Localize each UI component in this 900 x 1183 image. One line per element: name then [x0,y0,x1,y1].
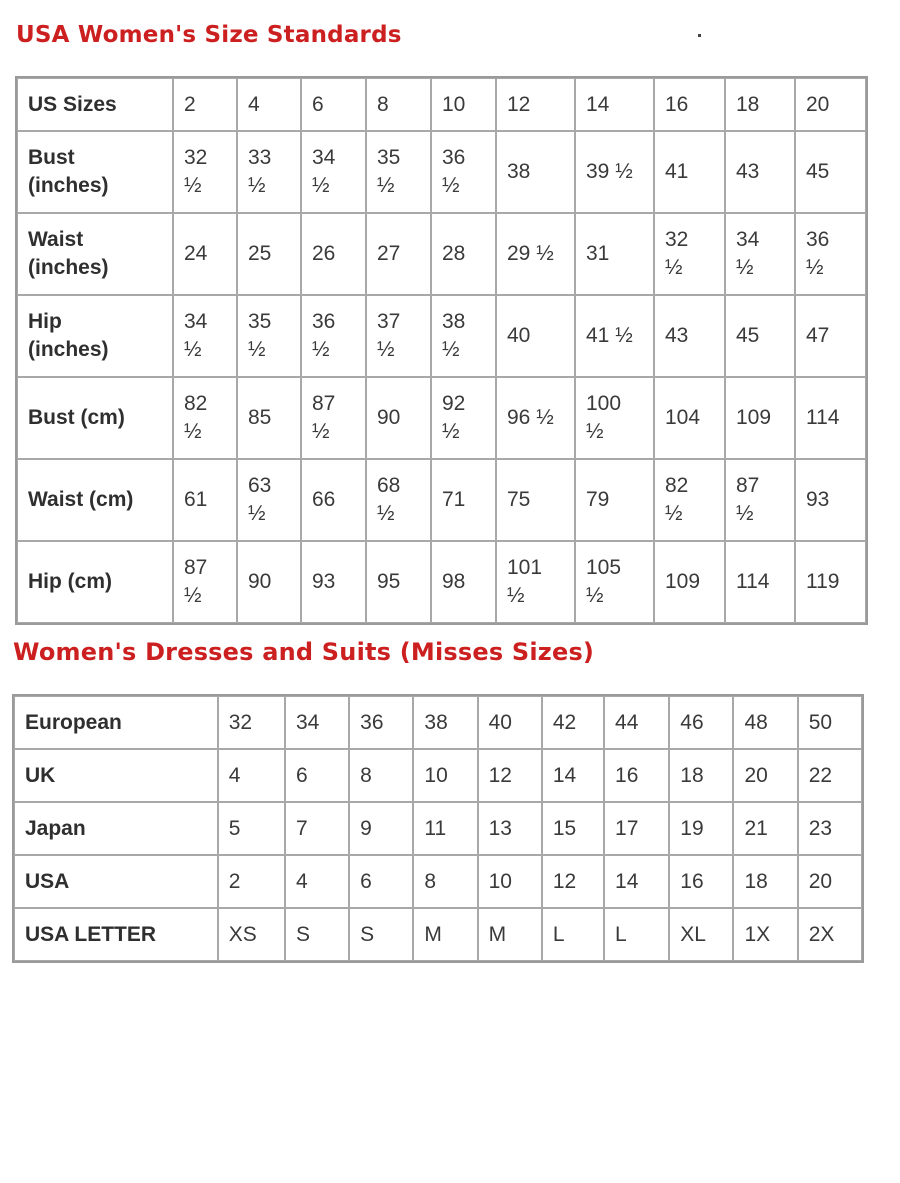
table-cell: 105 ½ [575,541,654,623]
table-cell: 36 ½ [795,213,866,295]
table-cell: 34 ½ [725,213,795,295]
table-cell: 35 ½ [366,131,431,213]
table-cell: 33 ½ [237,131,301,213]
table-cell: 90 [237,541,301,623]
table-cell: 6 [301,78,366,131]
table-cell: 20 [798,855,862,908]
table-cell: 114 [795,377,866,459]
table-cell: 38 [413,696,477,749]
table-row [17,295,866,377]
table-cell: M [478,908,542,961]
stray-dot [698,34,701,37]
table-row [17,541,866,623]
table-row [14,749,862,802]
table-cell: 75 [496,459,575,541]
table-cell: 13 [478,802,542,855]
table-cell: 98 [431,541,496,623]
table-cell: 50 [798,696,862,749]
table-cell: 25 [237,213,301,295]
table-cell: 19 [669,802,733,855]
table-cell: L [604,908,669,961]
table-cell: 96 ½ [496,377,575,459]
table-cell: 1X [733,908,797,961]
table-cell: 4 [237,78,301,131]
table-cell: 16 [669,855,733,908]
table-row [17,459,866,541]
table-cell: 29 ½ [496,213,575,295]
table-cell: M [413,908,477,961]
table-cell: S [285,908,349,961]
table-cell: 2 [173,78,237,131]
table-cell: 16 [654,78,725,131]
table-cell: 36 ½ [301,295,366,377]
size-standards-table [15,76,868,625]
table-cell: 9 [349,802,413,855]
table-cell: 11 [413,802,477,855]
row-header: Hip (cm) [17,541,173,623]
table-cell: 18 [725,78,795,131]
table-cell: 24 [173,213,237,295]
table-cell: 36 ½ [431,131,496,213]
table-cell: 85 [237,377,301,459]
table-cell: 2 [218,855,285,908]
table-cell: 101 ½ [496,541,575,623]
table-cell: 32 [218,696,285,749]
table-cell: 35 ½ [237,295,301,377]
table-row [14,855,862,908]
table-cell: L [542,908,604,961]
table-cell: 31 [575,213,654,295]
table-cell: 34 ½ [173,295,237,377]
dresses-suits-table [12,694,864,963]
table-cell: 39 ½ [575,131,654,213]
table-cell: 38 [496,131,575,213]
table-cell: 6 [285,749,349,802]
table-cell: 114 [725,541,795,623]
row-header: USA [14,855,218,908]
table-cell: 95 [366,541,431,623]
table-cell: 87 ½ [173,541,237,623]
table-cell: 93 [301,541,366,623]
row-header: Hip (inches) [17,295,173,377]
table-row [14,802,862,855]
table-cell: XS [218,908,285,961]
table-cell: 38 ½ [431,295,496,377]
table-cell: XL [669,908,733,961]
table-cell: 23 [798,802,862,855]
table-cell: 32 ½ [654,213,725,295]
table-cell: 100 ½ [575,377,654,459]
table-cell: S [349,908,413,961]
table-cell: 10 [413,749,477,802]
table-cell: 92 ½ [431,377,496,459]
table-cell: 40 [478,696,542,749]
table-cell: 20 [795,78,866,131]
table-cell: 20 [733,749,797,802]
table-cell: 16 [604,749,669,802]
table-cell: 82 ½ [654,459,725,541]
table-cell: 8 [413,855,477,908]
table-cell: 41 ½ [575,295,654,377]
table-cell: 119 [795,541,866,623]
table-cell: 12 [478,749,542,802]
dresses-suits-title: Women's Dresses and Suits (Misses Sizes) [13,638,595,666]
table-cell: 87 ½ [725,459,795,541]
table-row [14,908,862,961]
row-header: USA LETTER [14,908,218,961]
row-header: US Sizes [17,78,173,131]
table-cell: 10 [431,78,496,131]
table-cell: 32 ½ [173,131,237,213]
table-cell: 14 [542,749,604,802]
table-cell: 15 [542,802,604,855]
table-cell: 37 ½ [366,295,431,377]
table-cell: 28 [431,213,496,295]
table-cell: 12 [496,78,575,131]
table-cell: 63 ½ [237,459,301,541]
table-cell: 44 [604,696,669,749]
table-cell: 82 ½ [173,377,237,459]
table-cell: 93 [795,459,866,541]
row-header: European [14,696,218,749]
table-cell: 10 [478,855,542,908]
table-cell: 40 [496,295,575,377]
table-row [17,131,866,213]
row-header: Bust (inches) [17,131,173,213]
table-row [17,78,866,131]
table-row [17,213,866,295]
table-cell: 87 ½ [301,377,366,459]
table-cell: 6 [349,855,413,908]
table-cell: 61 [173,459,237,541]
table-cell: 43 [654,295,725,377]
table-cell: 42 [542,696,604,749]
table-cell: 4 [218,749,285,802]
table-cell: 14 [575,78,654,131]
table-cell: 68 ½ [366,459,431,541]
table-cell: 109 [725,377,795,459]
table-cell: 36 [349,696,413,749]
table-cell: 5 [218,802,285,855]
table-cell: 104 [654,377,725,459]
table-cell: 14 [604,855,669,908]
table-cell: 4 [285,855,349,908]
table-cell: 34 ½ [301,131,366,213]
table-row [14,696,862,749]
table-cell: 41 [654,131,725,213]
table-cell: 17 [604,802,669,855]
row-header: UK [14,749,218,802]
table-cell: 8 [349,749,413,802]
table-cell: 22 [798,749,862,802]
table-cell: 26 [301,213,366,295]
row-header: Waist (cm) [17,459,173,541]
table-cell: 90 [366,377,431,459]
table-cell: 79 [575,459,654,541]
table-cell: 45 [795,131,866,213]
table-cell: 21 [733,802,797,855]
table-cell: 71 [431,459,496,541]
table-cell: 48 [733,696,797,749]
table-cell: 18 [669,749,733,802]
table-cell: 34 [285,696,349,749]
table-cell: 47 [795,295,866,377]
table-cell: 12 [542,855,604,908]
table-cell: 2X [798,908,862,961]
table-cell: 8 [366,78,431,131]
table-cell: 7 [285,802,349,855]
table-row [17,377,866,459]
table-cell: 27 [366,213,431,295]
table-cell: 43 [725,131,795,213]
row-header: Waist (inches) [17,213,173,295]
table-cell: 109 [654,541,725,623]
size-standards-title: USA Women's Size Standards [16,22,402,48]
table-cell: 66 [301,459,366,541]
table-cell: 45 [725,295,795,377]
table-cell: 18 [733,855,797,908]
row-header: Bust (cm) [17,377,173,459]
row-header: Japan [14,802,218,855]
table-cell: 46 [669,696,733,749]
